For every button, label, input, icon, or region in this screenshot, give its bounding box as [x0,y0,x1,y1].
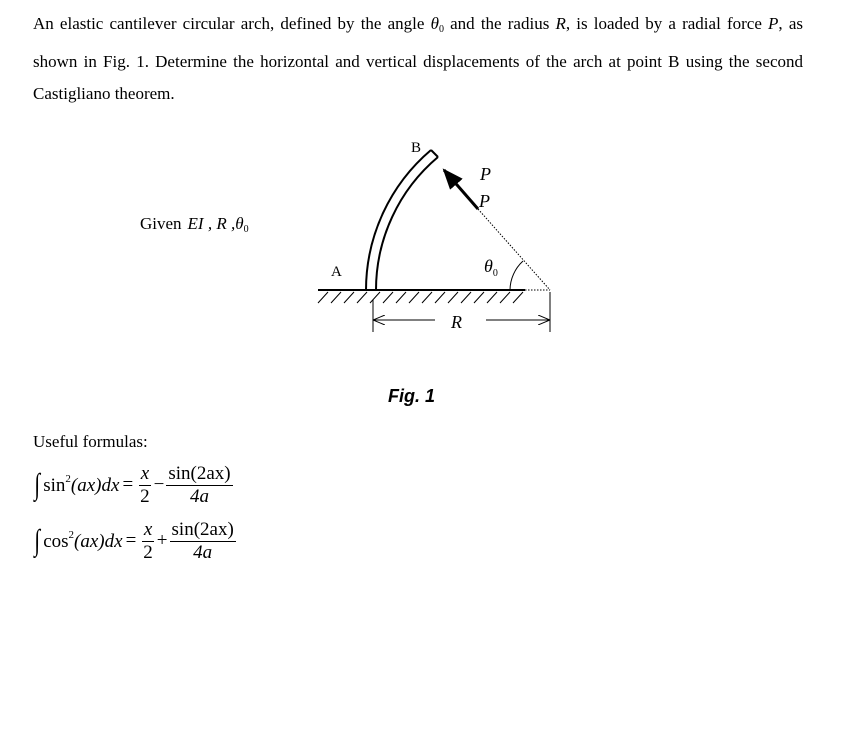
denominator: 4a [190,485,209,507]
equals-sign: = [125,530,137,551]
fraction-sin-over-4a [166,463,232,508]
integral-sign: ∫ [34,468,40,501]
power: 2 [65,473,71,485]
formula-lhs [43,529,122,553]
formula-cos-squared [33,518,238,564]
force-arrow [444,170,478,209]
formula-sin-squared [33,462,235,508]
formula-lhs [43,473,119,497]
denominator: 2 [143,541,153,563]
theta-symbol: θ [430,14,439,33]
numerator: x [140,462,150,484]
figure-caption: Fig. 1 [388,386,436,406]
label-p-upper: P [480,164,491,184]
problem-text-part3: , is loaded by a radial force [565,14,769,33]
fn-name: cos [43,531,69,552]
problem-statement [33,8,803,110]
fn-name: sin [43,475,66,496]
label-theta-symbol: θ [484,256,493,276]
label-theta-subscript: 0 [492,268,498,279]
fraction-x-over-2 [141,519,155,564]
argument: (ax)dx [74,531,123,552]
radius-symbol: R [555,14,566,33]
label-b: B [411,140,422,156]
problem-text-part4: , as shown in Fig. 1. Determine the horizontal and vertical displacements of the arch at point B using the second Castigliano theorem. [33,14,803,103]
operator: − [153,474,165,495]
power: 2 [68,529,75,541]
label-p-lower: P [479,191,490,211]
fraction-x-over-2 [138,463,152,508]
denominator: 4a [193,541,213,563]
radius-line [478,209,550,290]
fraction-sin-over-4a [170,519,236,564]
argument: (ax)dx [70,475,120,496]
angle-arc [510,261,523,290]
denominator: 2 [140,485,150,507]
arch-figure [300,128,570,340]
force-symbol: P [768,14,779,33]
ground-support [318,290,550,303]
label-theta [484,256,498,279]
useful-formulas-title: Useful formulas: [33,432,148,451]
problem-text-part1: An elastic cantilever circular arch, defined by the angle [33,14,431,33]
numerator: sin(2ax) [171,518,234,540]
numerator: sin(2ax) [168,462,231,484]
arch-member [366,150,438,290]
given-variables: EI , R ,θ [187,214,244,233]
numerator: x [143,518,153,540]
problem-text [33,8,803,110]
given-label: Given [140,214,182,233]
label-r: R [451,312,462,332]
given-line [140,214,249,235]
equals-sign: = [122,474,134,495]
label-a: A [331,264,342,280]
operator: + [156,530,168,551]
theta-subscript: 0 [438,24,444,35]
problem-text-part2: and the radius [443,14,556,33]
integral-sign: ∫ [34,524,40,557]
given-subscript: 0 [243,224,249,235]
